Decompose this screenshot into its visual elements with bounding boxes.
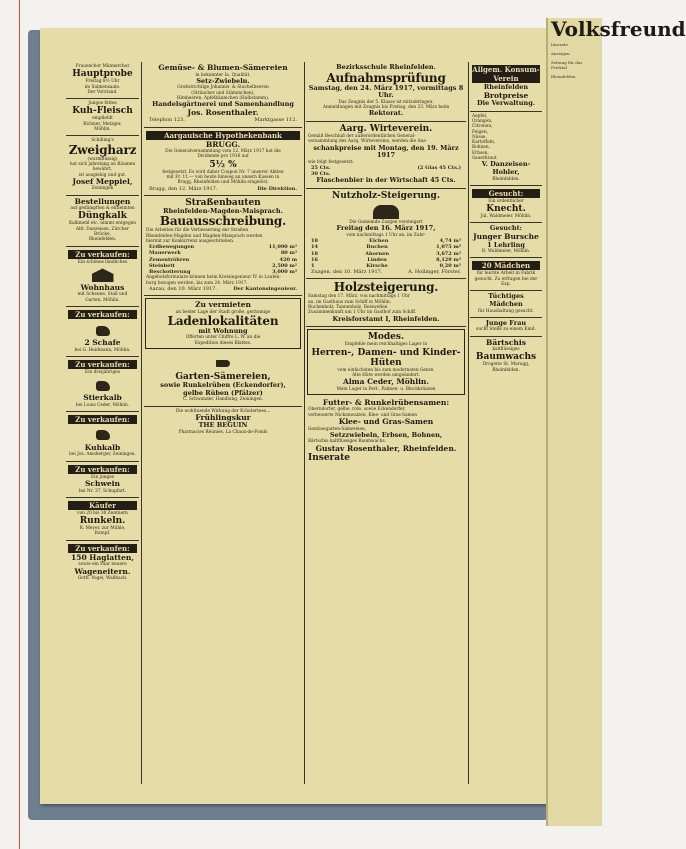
calf-icon	[96, 381, 110, 391]
ad-kuhkalb: Zu verkaufen: Kuhkalb bei Jos. Amsberger, Zeiningen.	[66, 412, 139, 462]
ad-kuhfleisch: Junges fettes Kuh-Fleisch empfiehlt Richner, Metzger, Möhlin.	[66, 99, 139, 136]
ad-nutzholz: Nutzholz-Steigerung. Die Gemeinde Zuzgen versteigert Freitag den 16. März 1917, vom nachmittags 1 Uhr an, im Zuhr- 18 Eichen 4,74 m³ 14 Buchen 1,075 m³ 18 Ahornen 3,672 m³ 16 Linden 8,129 m³ 1 Kirsche 0,20 m³ Zuzgen, den 10. März 1917. A. Hollinger, Förster.	[306, 189, 466, 279]
ad-wirteverein: Aarg. Wirteverein. Gemäß Beschluß der außerordentlichen General- versammlung des Aarg. Wirtevereins, werden die Aus- schankpreise mit Montag, den 19. März 1917 wie folgt festgesetzt: 25 Cts. (2 Glas 45 Cts.) 30 Cts. Flaschenbier in der Wirtschaft 45 Cts.	[306, 122, 466, 189]
ad-knecht: Gesucht: Ein ordentlicher Knecht. Jul. Waldmeier, Möhlin.	[470, 186, 542, 224]
ad-maedchen: 20 Mädchen für leichte Arbeit in Fabrik gesucht. Zu erfragen bei der Exp.	[470, 258, 542, 291]
column-1	[66, 62, 139, 784]
ad-ladenlokalitaeten: Zu vermieten an bester Lage der Stadt große, geräumige Ladenlokalitäten mit Wohnung Offerten unter Chiffre L. W. an die Expedition dieses Blattes.	[145, 298, 301, 349]
ad-schwein: Zu verkaufen: Ein junges Schwein bei Nr. 37, Schupfart.	[66, 462, 139, 498]
ad-wageneitern: Zu verkaufen: 150 Haglatten, sowie ein Paar neuere Wageneitern. Gottl. Vogel, Wallbach.	[66, 541, 139, 585]
ad-modes: Modes. Empfehle mein reichhaltiges Lager in Herren-, Damen- und Kinder-Hüten vom einfachsten bis zum modernsten Genre. Alte Hüte werden umgeändert. Alma Ceder, Möhlin. Mein Lager in Perl-, Palmen- u. Blechkränzen	[307, 329, 465, 395]
newspaper-page	[40, 28, 546, 804]
facing-page-masthead: Volksfreund	[551, 17, 686, 41]
cow-icon	[96, 430, 110, 440]
ad-wohnhaus: Zu verkaufen: Ein schönes ländliches Wohnhaus mit Scheune, Stall und Garten, Möhlin.	[66, 247, 139, 307]
column-4	[470, 62, 542, 784]
ad-tuechtiges-maedchen: Tüchtiges Mädchen für Haushaltung gesucht.	[470, 291, 542, 317]
ad-saemereien-rosenthaler: Gemüse- & Blumen-Sämereien in bekannter Ia. Qualität. Setz-Zwiebeln. Großstrichtige Johannis- & Stachelbeeren (Sträucher und Stämmchen), Himbeeren, Apfelbäumchen (Halbstamm), Handelsgärtnerei und Samenhandlung Jos. Rosenthaler. Telephon 123. Marktgasse 112.	[144, 62, 302, 128]
column-rule	[468, 62, 469, 784]
tree-icon	[373, 205, 399, 219]
ad-holzsteigerung: Holzsteigerung. Samstag den 17. März, von nachmittags 1 Uhr an, im Gasthaus zum Schiff in Möhlin: Buchenholz, Tannenholz, Reiswellen Zusammenkunft um 1 Uhr im Gasthof zum Schiff. Kreisforstamt I, Rheinfelden.	[306, 279, 466, 327]
ad-duengkalk: Bestellungen auf gedämpften & entleimten Düngkalk Kalkmehl etc. nimmt entgegen Alfr. Danzeisen, Zürcher Brücke, Rheinfelden.	[66, 196, 139, 247]
house-icon	[92, 268, 114, 282]
ad-frauenchor: Frauenchor Männerchor Hauptprobe Freitag 8½ Uhr im Salmensaale. Der Vorstand.	[66, 62, 139, 99]
ad-stierkalb: Zu verkaufen: Ein dreijähriges Stierkalb bei Louis Ceder, Möhlin.	[66, 357, 139, 412]
column-rule	[304, 62, 305, 784]
ad-junge-frau: Junge Frau sucht Stelle zu einem Kind.	[470, 318, 542, 337]
ad-bezirksschule: Bezirksschule Rheinfelden. Aufnahmsprüfung Samstag, den 24. März 1917, vormittags 8 Uhr. Das Zeugnis der 5. Klasse ist mitzubringen. Anmeldungen mit Zeugnis bis Freitag, den 23. März beim Rektorat.	[306, 62, 466, 122]
ad-danzeisen-hohler: Aepfel, Orangen, Citronen, Feigen, Nüsse, Kartoffeln, Bohnen, Erbsen, Sauerkraut V. Danzeisen-Hohler, Rheinfelden.	[470, 112, 542, 186]
facing-page: Volksfreund Inserate Anzeigen Zeitung für das Fricktal Rheinfelden	[546, 18, 602, 826]
pointing-hand-icon	[216, 360, 230, 367]
ad-garten-saemereien: Garten-Sämereien, sowie Runkelrüben (Eckendorfer), gelbe Rüben (Pfälzer) C. Schwander, Handlung, Zeiningen.	[144, 351, 302, 406]
column-2	[144, 62, 302, 784]
ad-strassenbauten: Straßenbauten Rheinfelden-Magden-Maisprach. Bauausschreibung. Die Arbeiten für die Verbesserung der Straßen Rheinfelden-Magden und Magden-Maisprach werden hiermit zur Konkurrenz ausgeschrieben. Erdbewegungen 11,000 m³ Mauerwerk 80 m³ Zementröhren 420 m Steinbett 2,500 m² Beschotterung 3,000 m³ Angebotsformulare können beim Kreisingenieur IV in Laufen- burg bezogen werden, bis zum 24. März 1917. Aarau, den 10. März 1917. Der Kantonsingenieur.	[144, 196, 302, 296]
ad-futter-runkelruebensamen: Futter- & Runkelrübensamen: Oberndorfer, gelbe, rote, sowie Eckendorfer, verbesserte Nickenwalzen, Klee- und Gras-Samen Klee- und Gras-Samen Gemüsegarten-Sämereien, Setzzwiebeln, Erbsen, Bohnen, Bärtschis kaltflüssiges Baumwachs. Gustav Rosenthaler, Rheinfelden. Inserate	[308, 397, 457, 464]
red-margin-line	[19, 0, 20, 849]
column-rule	[141, 62, 142, 784]
ad-junger-bursche: Gesucht: Junger Bursche 1 Lehrling R. Waldmeier, Möhlin.	[470, 223, 542, 258]
ad-fruehlingskur: Die wohltuende Wirkung der Kräutertees... Frühlingskur THE BEGUIN Pharmacies Réunies, La Chaux-de-Fonds	[175, 408, 271, 435]
ad-hypothekenbank: Aargauische Hypothekenbank BRUGG. Die Generalversammlung vom 12. März 1917 hat die Dividende pro 1916 auf 5½ % festgesetzt. Es wird daher Coupon Nr. 7 unserer Aktien mit Fr. 11.— von heute hinweg an unsern Kassen in Brugg, Rheinfelden und Möhlin eingelöst. Brugg, den 12. März 1917. Die Direktion.	[144, 128, 302, 196]
ad-konsum-verein: Allgem. Konsum-Verein Rheinfelden Brotpreise Die Verwaltung.	[470, 62, 542, 112]
ad-baumwachs: Bärtschis kaltflüssiges Baumwachs Drogerie St. Marugg, Rheinfelden.	[475, 337, 537, 373]
ad-runkeln: Käufer von 20 bis 30 Zentnern Runkeln. R. Meyer, zur Mühle, Rumpf.	[66, 498, 139, 541]
ad-zweigharz: Schilling's Zweigharz (warmflüssig) hat sich jahrelang an Bäumen bewährt, ist ausgiebig und gut. Josef Meppiel, Zeiningen	[66, 136, 139, 195]
column-3	[306, 62, 466, 784]
sheep-icon	[96, 326, 110, 336]
ad-schafe: Zu verkaufen: 2 Schafe bei G. Heidmann, Möhlin.	[66, 307, 139, 357]
